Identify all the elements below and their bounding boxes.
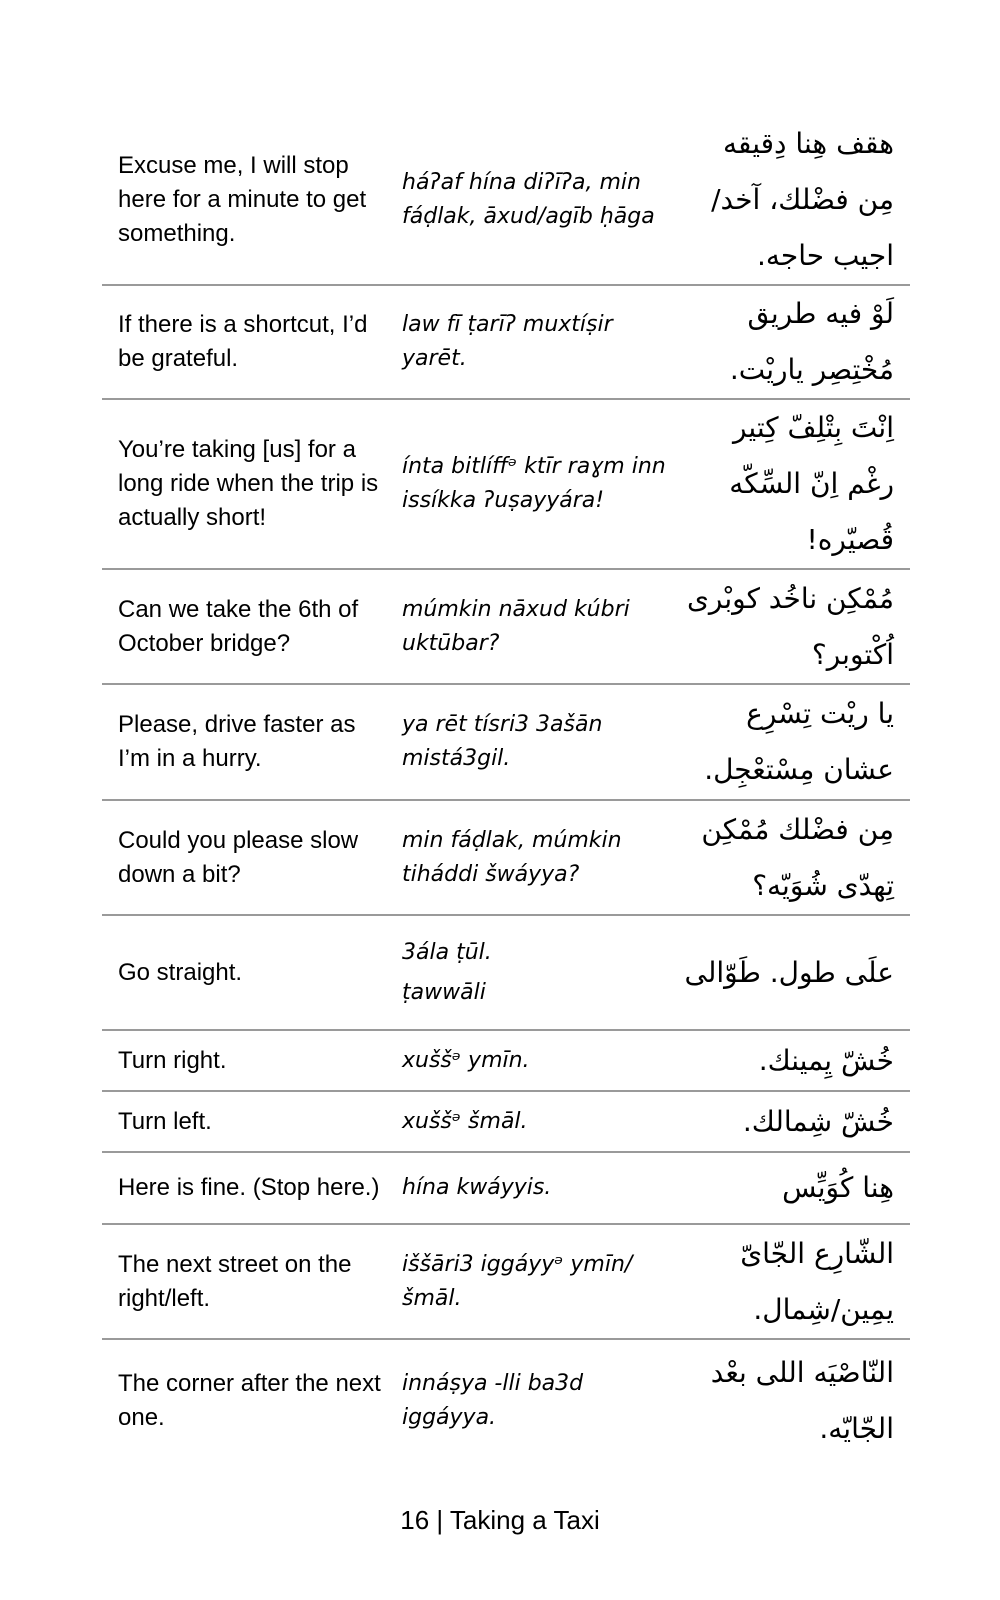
transliteration (388, 915, 682, 1030)
table-row (102, 1224, 910, 1339)
arabic-phrase: لَوْ فيه طريق مُخْتِصِر ياريْت. (729, 297, 894, 386)
arabic-phrase: علَى طول. طَوّالى (684, 955, 894, 989)
table-row (102, 1152, 910, 1224)
arabic-phrase: اِنْتَ بِتْلِفّ كِتير رغْم اِنّ السِّكّه قُصيّره! (729, 411, 894, 556)
arabic-phrase: مُمْكِن ناخُد كوبْرى اُكْتوبر؟ (686, 581, 894, 671)
arabic-phrase: خُشّ شِمالك. (742, 1104, 894, 1138)
arabic-phrase: الشّارِع الجّاىّ يمِين/شِمال. (740, 1236, 894, 1326)
transliteration: min fáḍlak, múmkin tiháddi šwáyya? (402, 827, 622, 887)
english-phrase: Excuse me, I will stop here for a minute to get something. (118, 152, 367, 247)
page-footer: 16 | Taking a Taxi (400, 1505, 600, 1535)
transliteration: xuššᵊ ymīn. (402, 1047, 530, 1073)
english-phrase: The next street on the right/left. (118, 1250, 352, 1312)
english-phrase: Here is fine. (Stop here.) (118, 1174, 380, 1201)
table-row (102, 569, 910, 684)
english-phrase: The corner after the next one. (118, 1369, 381, 1431)
english-phrase: Go straight. (118, 958, 243, 986)
transliteration: law fī ṭarīʔ muxtíṣir yarēt. (402, 312, 613, 371)
transliteration: háʔaf hína diʔīʔa, min fáḍlak, āxud/agīb ḥāga (402, 170, 655, 229)
transliteration: innáṣya -lli ba3d iggáyya. (402, 1370, 584, 1430)
transliteration: xuššᵊ šmāl. (402, 1108, 528, 1134)
english-phrase: Could you please slow down a bit? (118, 826, 359, 888)
table-row (102, 116, 910, 285)
arabic-phrase: هِنا كُوَيِّس (782, 1171, 894, 1204)
transliteration: hína kwáyyis. (402, 1175, 552, 1200)
english-phrase: Turn right. (118, 1046, 227, 1074)
arabic-phrase: مِن فضْلك مُمْكِن تِهدّى شُوَيّه؟ (701, 812, 894, 902)
arabic-phrase: النّاصْيَه اللى بعْد الجّايّه. (710, 1355, 894, 1445)
english-phrase: Turn left. (118, 1107, 212, 1135)
arabic-phrase: هقف هِنا دِقيقه مِن فضْلك، آخد/اجيب حاجه. (711, 127, 894, 272)
table-row (102, 915, 910, 1030)
transliteration-line: ṭawwāli (402, 979, 486, 1005)
arabic-phrase: خُشّ يِمينك. (758, 1043, 894, 1077)
arabic-phrase: يا ريْت تِسْرِع عشان مِسْتعْجِل. (704, 697, 894, 786)
english-phrase: You’re taking [us] for a long ride when the trip is actually short! (118, 436, 379, 531)
english-phrase: If there is a shortcut, I’d be grateful. (118, 311, 368, 372)
transliteration: ínta bitlíffᵊ ktīr raɣm inn issíkka ʔuṣayyára! (402, 454, 666, 513)
table-row (102, 684, 910, 800)
table-row (102, 1091, 910, 1152)
table-row (102, 399, 910, 569)
transliteration: ya rēt tísri3 3ašān mistá3gil. (402, 712, 603, 771)
table-row (102, 1030, 910, 1091)
table-row (102, 1339, 910, 1461)
english-phrase: Can we take the 6th of October bridge? (118, 595, 359, 657)
table-row (102, 800, 910, 915)
transliteration-line: 3ála ṭūl. (402, 939, 492, 965)
transliteration: iššāri3 iggáyyᵊ ymīn/šmāl. (402, 1251, 633, 1311)
transliteration: múmkin nāxud kúbri uktūbar? (402, 596, 630, 656)
phrase-table (102, 116, 910, 1461)
table-row (102, 285, 910, 399)
english-phrase: Please, drive faster as I’m in a hurry. (118, 711, 356, 772)
